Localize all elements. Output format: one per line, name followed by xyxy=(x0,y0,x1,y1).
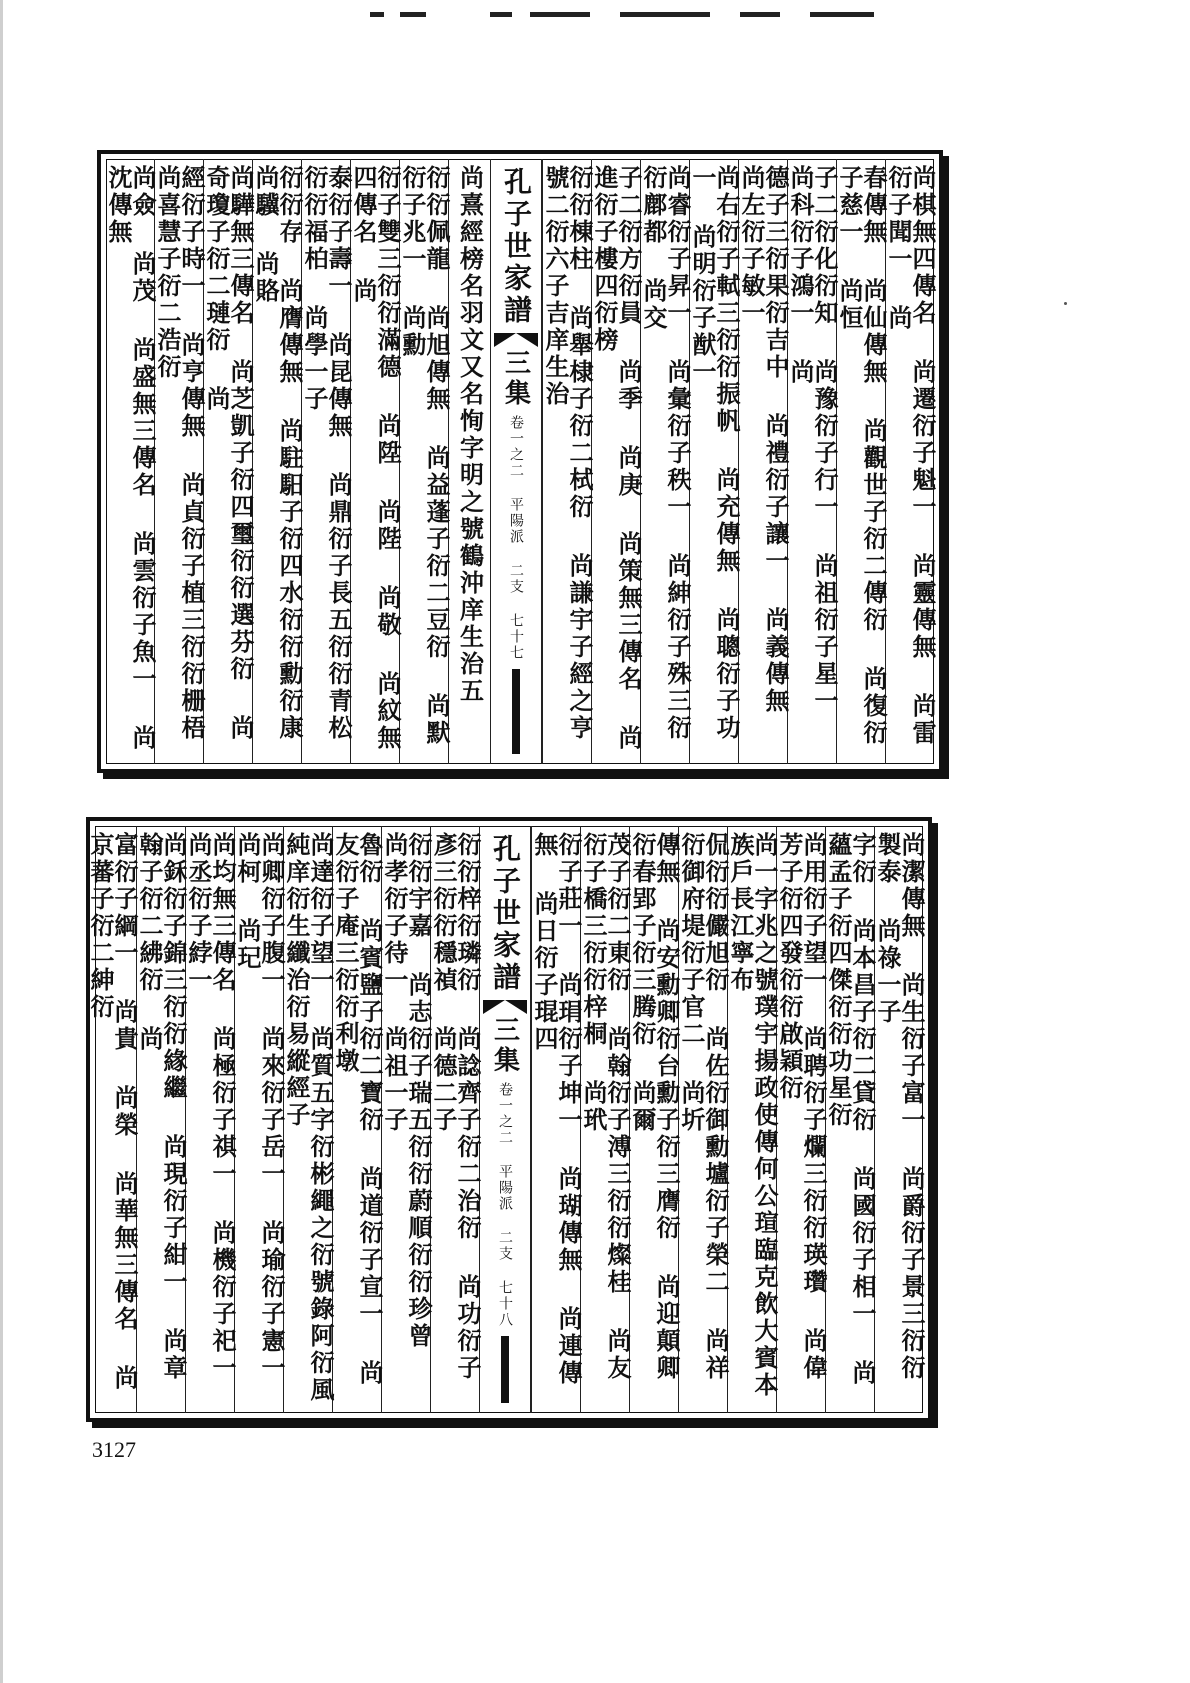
genealogy-page-lower xyxy=(86,817,932,1422)
entry-column xyxy=(153,159,206,764)
entry-text: 尚潔傳無 尚生衍子富一 尚爵衍子景三衍衍製泰 尚祿一子 xyxy=(873,832,926,1382)
entry-text: 衍衍佩龍 尚旭傳無 尚益蓬子衍二豆衍 尚默衍子兆一 尚勳 xyxy=(398,165,451,747)
entry-text: 衍衍存 尚膺傳無 尚駐馹子衍四水衍衍勳衍康 尚驥 尚賂 xyxy=(251,165,304,742)
book-title: 孔子世家譜 xyxy=(500,167,533,327)
entry-text: 經衍子時一 尚亨傳無 尚貞衍子植三衍衍栅梧 尚喜慧子衍二浩衍 xyxy=(153,165,206,742)
top-scan-artifact xyxy=(360,0,920,30)
entry-column xyxy=(590,159,643,764)
entry-column xyxy=(86,826,139,1413)
entry-text: 春傳無 尚仙傳無 尚觀世子衍二傳衍 尚復衍子慈一 尚恒 xyxy=(835,165,888,747)
entry-column xyxy=(884,159,937,764)
entry-text: 尚均無三傳名 尚極衍子祺一 尚機衍子祀一 尚丞衍子綍一 xyxy=(184,832,237,1382)
volume-info: 卷一之二 平陽派 二支 七十七 xyxy=(508,415,524,661)
entry-text: 尚棋無四傳名 尚遷衍子魁一 尚靈傳無 尚雷衍子聞一 尚 xyxy=(884,165,937,747)
center-bar xyxy=(512,669,520,754)
entry-column xyxy=(300,159,353,764)
entry-column xyxy=(331,826,384,1413)
entry-text: 衍子雙三衍衍滿德 尚陞 尚陛 尚敬 尚紋無四傳名 尚 xyxy=(349,165,402,752)
entry-text: 尚睿衍子昇一 尚彙衍子秩一 尚紳衍子殊三衍衍鄜都 尚交 xyxy=(639,165,692,742)
entry-text: 尚驊無三傳名 尚芝凱子衍四璽衍衍選芬衍 尚奇瓊子衍二璉衍 尚 xyxy=(202,165,255,742)
entry-column xyxy=(349,159,402,764)
fishtail-mark xyxy=(483,1000,527,1014)
entry-text: 尚達衍子望一 尚質五字衍彬繩之衍號錄阿衍風純庠衍生纖治衍易縱經子 xyxy=(282,832,335,1404)
entry-text: 傳無 尚安勳卿衍台勳子衍三膺衍 尚迎顛卿衍春郢子衍三腾衍 尚爾 xyxy=(628,832,681,1382)
entry-text: 尚右衍子軾三衍衍振帆 尚充傳無 尚聰衍子功一 尚明衍子猷一 xyxy=(688,165,741,742)
column-grid xyxy=(86,826,926,1413)
entry-column xyxy=(688,159,741,764)
entry-text: 富衍子綱一 尚貴 尚榮 尚華無三傳名 尚京蕃子衍二紳衍 xyxy=(86,832,139,1392)
entry-text: 衍衍宇嘉 尚志衍子瑞五衍衍蔚順衍衍珍曾 尚孝衍子待一 尚祖一子 xyxy=(380,832,433,1350)
book-title: 孔子世家譜 xyxy=(489,834,522,994)
page-edge-line xyxy=(0,0,3,1683)
entry-text: 魯衍 尚賓鹽子衍二寶衍 尚道衍子宣一 尚友衍子庵三衍衍利墩 xyxy=(331,832,384,1387)
entry-text: 尚用衍子望一 尚聘衍子爛三衍衍瑛瓚 尚偉芳子衍四發衍衍啟穎衍 xyxy=(775,832,828,1382)
entry-text: 侃衍衍儼旭衍 尚佐衍御勳壚衍子榮二 尚祥衍御府堤衍子官二 尚圻 xyxy=(677,832,730,1382)
entry-column xyxy=(184,826,237,1413)
entry-column xyxy=(579,826,632,1413)
entry-column xyxy=(380,826,433,1413)
page-number: 3127 xyxy=(92,1437,136,1462)
entry-column xyxy=(873,826,926,1413)
entry-text: 尚一字兆之號璞宇揚政使傳何公瑄臨克飲大賓本族戶長江寧布 xyxy=(726,832,779,1399)
entry-text: 字衍 尚本昌子衍二貸衍 尚國衍子相一 尚蘊孟子衍四傑衍衍功星衍 xyxy=(824,832,877,1387)
entry-column xyxy=(104,159,157,764)
entry-column xyxy=(775,826,828,1413)
entry-text: 子二衍方衍員 尚季 尚庚 尚策無三傳名 尚進衍子樓四衍榜 xyxy=(590,165,643,752)
entry-column xyxy=(251,159,304,764)
collection-label: 三集 xyxy=(489,1016,520,1076)
entry-column xyxy=(282,826,335,1413)
entry-text: 子二衍化衍知 尚豫衍子行一 尚祖衍子星一 尚科衍子鴻一 尚 xyxy=(786,165,839,715)
entry-column xyxy=(135,826,188,1413)
margin-dot xyxy=(1064,302,1067,305)
entry-column xyxy=(541,159,594,764)
entry-column xyxy=(786,159,839,764)
entry-column xyxy=(726,826,779,1413)
entry-column xyxy=(677,826,730,1413)
entry-column xyxy=(835,159,888,764)
column-grid xyxy=(104,159,937,764)
fishtail-mark xyxy=(494,333,538,347)
entry-column xyxy=(639,159,692,764)
entry-text: 尚僉 尚茂 尚盛無三傳名 尚雲衍子魚一 尚沈傳無 xyxy=(104,165,157,752)
entry-column xyxy=(202,159,255,764)
entry-text: 衍子莊一 尚琄衍子坤一 尚瑚傳無 尚連傳無 尚日衍子琨四 xyxy=(530,832,583,1387)
entry-text: 尚鉌衍子錦三衍衍緣繼 尚現衍子紺一 尚章翰子衍二紼衍 尚 xyxy=(135,832,188,1382)
entry-column xyxy=(429,826,482,1413)
entry-column xyxy=(398,159,451,764)
collection-label: 三集 xyxy=(500,349,531,409)
entry-column xyxy=(628,826,681,1413)
center-header-column xyxy=(479,826,531,1413)
entry-text: 衍衍梓衍璘衍 尚諗齊子衍二治衍 尚功衍子彥三衍衍穩禎 尚德二子 xyxy=(429,832,482,1382)
entry-text: 茂子衍二東衍 尚翰衍子溥三衍衍燦桂 尚友衍子橋三衍衍梓桐 尚玳 xyxy=(579,832,632,1382)
entry-column xyxy=(824,826,877,1413)
center-bar xyxy=(501,1336,509,1403)
entry-text: 德子三衍果衍吉中 尚禮衍子讓一 尚義傳無 尚左衍子敏一 xyxy=(737,165,790,715)
entry-column xyxy=(737,159,790,764)
entry-text: 衍衍棟柱 尚舉棣子衍二栻衍 尚謙宇子經之亨號二衍六子吉庠生治 xyxy=(541,165,594,742)
entry-column xyxy=(233,826,286,1413)
center-header-column xyxy=(490,159,542,764)
entry-text: 尚熹經榜名羽文又名恂字明之號鶴沖庠生治五 xyxy=(455,165,485,705)
entry-column xyxy=(530,826,583,1413)
entry-text: 泰衍子壽一 尚昆傳無 尚鼎衍子長五衍衍青松衍衍福柏 尚學一子 xyxy=(300,165,353,742)
entry-text: 尚卿衍子腹一 尚來衍子岳一 尚瑜衍子憲一 尚柯 尚玘 xyxy=(233,832,286,1382)
genealogy-page-upper xyxy=(97,150,943,773)
entry-column xyxy=(448,159,490,764)
volume-info: 卷一之二 平陽派 二支 七十八 xyxy=(497,1082,513,1328)
